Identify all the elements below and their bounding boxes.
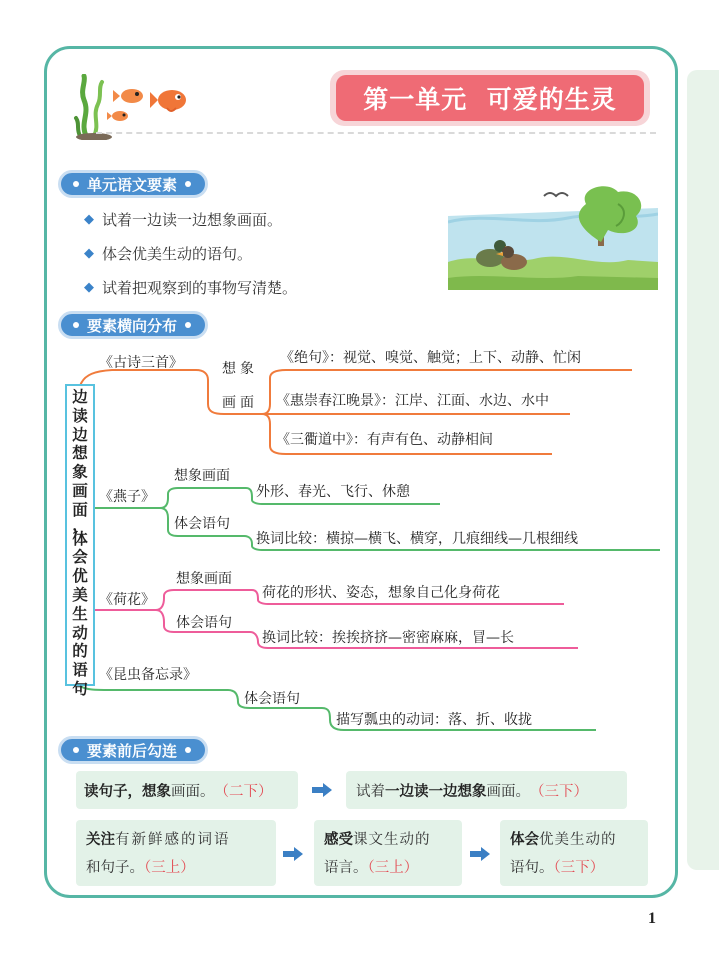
central-char: 边 [72,388,88,406]
key-phrase: 关注 [86,832,115,848]
grade-tag: （三上） [144,860,195,876]
diamond-icon: ◆ [84,280,94,295]
box-text: 画面。 [171,783,215,800]
central-char: 会 [72,548,88,567]
bullet-text: 体会优美生动的语句。 [102,245,253,263]
arrow-right-icon [469,846,491,862]
grade-tag: （三上） [367,860,419,876]
box-text: 试着 [356,783,385,800]
grade-tag: （三下） [530,783,588,800]
central-char: 生 [72,604,88,623]
lesson-detail: 描写瓢虫的动词：落、折、收拢 [336,712,532,728]
box-text: 和句子。 [86,860,144,876]
central-char: 动 [72,623,88,642]
central-char: 象 [72,463,88,482]
page-number: 1 [648,910,656,927]
central-char: 边 [72,425,88,444]
lesson-title-kunchong: 《昆虫备忘录》 [99,667,197,683]
progression-box-appreciate [500,820,648,886]
key-phrase: 读句子，想象 [84,783,171,800]
unit-title: 第一单元 可爱的生灵 [336,75,644,121]
aspect-label: 体会语句 [174,516,230,532]
lesson-detail: 外形、春光、飞行、休憩 [256,484,410,500]
central-char: 美 [72,585,88,604]
aspect-label: 想象画面 [174,468,230,484]
aspect-label: 想象 [222,361,258,377]
poem-detail-huichong: 《惠崇春江晚景》：江岸、江面、水边、水中 [276,393,549,409]
section-label-text: 要素横向分布 [87,316,178,335]
box-text: 课文生动的 [353,832,431,848]
box-text: 有新鲜感的词语 [115,832,231,848]
key-phrase: 感受 [324,832,353,848]
aspect-label: 画面 [222,395,258,411]
lesson-detail: 荷花的形状、姿态，想象自己化身荷花 [262,585,500,601]
central-char: ， [72,515,88,534]
bullet-dot [185,747,191,753]
central-char: 的 [72,642,88,661]
key-phrase: 体会 [510,832,539,848]
diamond-icon: ◆ [84,246,94,261]
central-theme-box [65,384,95,698]
progression-box-feel [314,820,462,886]
progression-box-attention [76,820,276,886]
central-char: 面 [72,500,88,519]
grade-tag: （二下） [214,783,273,800]
box-text: 语言。 [324,860,368,876]
box-text: 语句。 [510,860,554,876]
aspect-label: 体会语句 [244,691,300,707]
central-char: 想 [72,444,88,463]
central-char: 体 [72,529,88,548]
aspect-label: 体会语句 [176,615,232,631]
section-label-connection [58,736,208,764]
lesson-detail: 换词比较：横掠—横飞、横穿，几痕细线—几根细线 [256,531,578,547]
lesson-title-hehua: 《荷花》 [99,592,155,608]
central-char: 画 [72,481,88,500]
bullet-text: 试着把观察到的事物写清楚。 [102,279,298,297]
central-char: 句 [72,679,88,698]
box-text: 画面。 [486,783,530,800]
diamond-icon: ◆ [84,212,94,227]
central-char: 读 [72,406,88,425]
central-char: 优 [72,567,88,586]
box-text: 优美生动的 [539,832,617,848]
central-char: 语 [72,661,88,680]
key-phrase: 一边读一边想象 [385,783,487,800]
grade-tag: （三下） [553,860,605,876]
aspect-label: 想象画面 [176,571,232,587]
section-label-text: 要素前后勾连 [87,741,178,760]
bullet-dot [73,747,79,753]
lesson-detail: 换词比较：挨挨挤挤—密密麻麻，冒—长 [262,630,514,646]
lesson-title-yanzi: 《燕子》 [99,489,155,505]
progression-box-grade2 [76,771,298,809]
arrow-right-icon [311,782,333,798]
poem-detail-sanqu: 《三衢道中》：有声有色、动静相间 [276,432,493,448]
progression-box-grade3-down [346,771,627,809]
lesson-title-gushi: 《古诗三首》 [99,355,183,371]
poem-detail-jueju: 《绝句》：视觉、嗅觉、触觉；上下、动静、忙闲 [280,350,581,366]
section-label-text: 单元语文要素 [87,175,178,194]
arrow-right-icon [282,846,304,862]
bullet-text: 试着一边读一边想象画面。 [102,211,283,229]
